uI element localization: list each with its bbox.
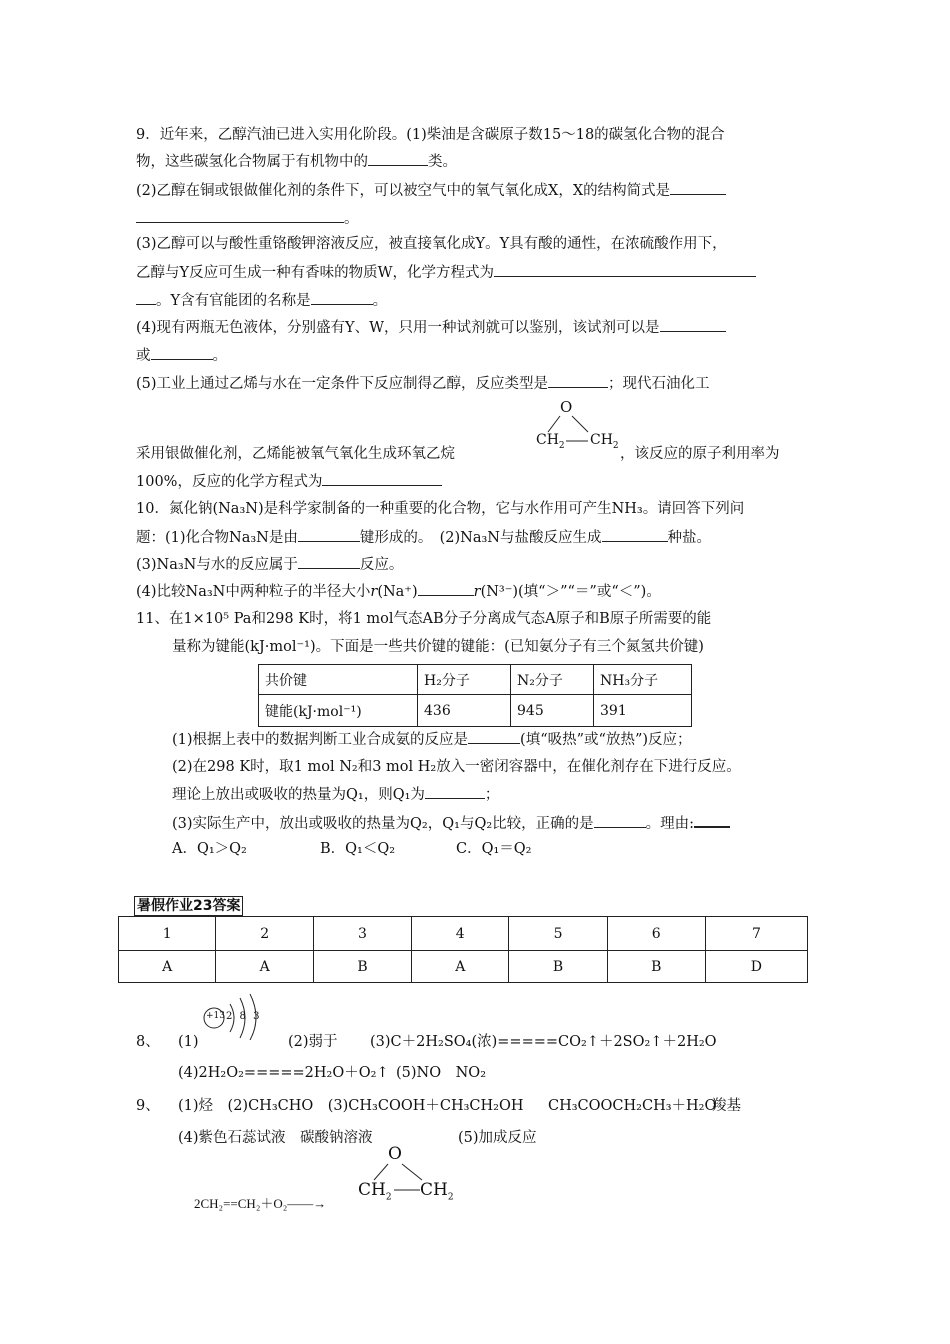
- q9-line6: 乙醇与Y反应可生成一种有香味的物质W，化学方程式为: [136, 262, 756, 283]
- q10-line1: 10．氮化钠(Na₃N)是科学家制备的一种重要的化合物，它与水作用可产生NH₃。请回答下列问: [136, 501, 745, 517]
- blank[interactable]: [602, 527, 668, 542]
- q9-line2: 物，这些碳氢化合物属于有机物中的 类。: [136, 151, 457, 172]
- blank[interactable]: [670, 180, 726, 195]
- answers-title: 暑假作业23答案: [134, 896, 243, 916]
- q9-line9: 或 。: [136, 345, 227, 366]
- answer-choice-cell: B: [509, 951, 607, 983]
- epoxide-structure-answer: O $CH_2$ $CH_2$: [358, 1144, 454, 1203]
- table-cell: N₂分子: [511, 665, 594, 695]
- q11-line1: 11、在1×10⁵ Pa和298 K时，将1 mol气态AB分子分离成气态A原子和B原子所需要的能: [136, 611, 712, 627]
- answers-table: [118, 916, 808, 983]
- aluminum-atom-diagram: +13 2 8 3: [202, 992, 272, 1040]
- blank[interactable]: [311, 290, 373, 305]
- blank[interactable]: [298, 554, 360, 569]
- answer-9-part5: (5)加成反应: [458, 1130, 537, 1146]
- blank[interactable]: [298, 527, 360, 542]
- q9-line1: 9．近年来，乙醇汽油已进入实用化阶段。(1)柴油是含碳原子数15～18的碳氢化合物的混合: [136, 127, 725, 143]
- blank[interactable]: [418, 581, 474, 596]
- answer-choice-cell: B: [313, 951, 411, 983]
- table-cell: H₂分子: [418, 665, 511, 695]
- q11-line2: 量称为键能(kJ·mol⁻¹)。下面是一些共价键的键能：(已知氨分子有三个氮氢共价键): [172, 639, 704, 655]
- answer-9-products: CH₃COOCH₂CH₃＋H₂O: [548, 1098, 717, 1114]
- table-cell: 945: [511, 695, 594, 727]
- answer-9-equation: 2CH₂==CH₂＋O₂——→: [194, 1196, 327, 1211]
- blank[interactable]: [594, 813, 646, 828]
- table-cell: 391: [594, 695, 692, 727]
- table-cell: 436: [418, 695, 511, 727]
- answer-number-cell: 6: [607, 917, 705, 951]
- answer-9-number: 9、: [136, 1098, 160, 1114]
- blank[interactable]: [468, 729, 520, 744]
- q9-line12: 100%，反应的化学方程式为: [136, 471, 442, 492]
- q9-line11b: ，该反应的原子利用率为: [620, 446, 780, 462]
- table-cell: 共价键: [259, 665, 418, 695]
- answer-number-cell: 7: [705, 917, 807, 951]
- q11-option-c: C．Q₁＝Q₂: [456, 841, 532, 857]
- blank[interactable]: [136, 208, 344, 223]
- q9-line4: 。: [136, 208, 359, 229]
- q9-line8: (4)现有两瓶无色液体，分别盛有Y、W，只用一种试剂就可以鉴别，该试剂可以是: [136, 317, 726, 338]
- bond-energy-table: [258, 664, 692, 727]
- q10-line4: (4)比较Na₃N中两种粒子的半径大小r(Na⁺) r(N³⁻)(填“＞”“＝”或“＜”)。: [136, 581, 661, 602]
- q10-line2: 题：(1)化合物Na₃N是由 键形成的。 (2)Na₃N与盐酸反应生成 种盐。: [136, 527, 711, 548]
- answer-8-part4: (4)2H₂O₂=====2H₂O＋O₂↑: [178, 1065, 389, 1081]
- q11-part3: 理论上放出或吸收的热量为Q₁，则Q₁为 ；: [172, 784, 499, 805]
- blank[interactable]: [368, 151, 428, 166]
- answer-number-cell: 2: [216, 917, 313, 951]
- answer-number-cell: 4: [412, 917, 509, 951]
- blank[interactable]: [322, 471, 442, 486]
- blank[interactable]: [151, 345, 213, 360]
- answer-8-part5: (5)NO NO₂: [396, 1065, 487, 1081]
- q9-line3: (2)乙醇在铜或银做催化剂的条件下，可以被空气中的氧气氧化成X，X的结构简式是: [136, 180, 726, 201]
- q9-line11a: 采用银做催化剂，乙烯能被氧气氧化生成环氧乙烷: [136, 446, 455, 462]
- answer-choice-cell: A: [412, 951, 509, 983]
- q11-part1: (1)根据上表中的数据判断工业合成氨的反应是 (填“吸热”或“放热”)反应；: [172, 729, 692, 750]
- answer-choice-cell: A: [119, 951, 216, 983]
- blank[interactable]: [136, 290, 156, 305]
- blank[interactable]: [548, 373, 608, 388]
- q9-line5: (3)乙醇可以与酸性重铬酸钾溶液反应，被直接氧化成Y。Y具有酸的通性，在浓硫酸作用下，: [136, 236, 727, 252]
- blank[interactable]: [425, 784, 485, 799]
- answer-8-part2: (2)弱于: [288, 1034, 338, 1050]
- q11-option-b: B．Q₁＜Q₂: [320, 841, 396, 857]
- blank[interactable]: [660, 317, 726, 332]
- answer-8-part1: (1): [178, 1034, 199, 1050]
- answer-9-part4: (4)紫色石蕊试液 碳酸钠溶液: [178, 1130, 373, 1146]
- q11-option-a: A．Q₁＞Q₂: [172, 841, 247, 857]
- answer-8-part3: (3)C＋2H₂SO₄(浓)=====CO₂↑＋2SO₂↑＋2H₂O: [370, 1034, 717, 1050]
- answer-9-group: 羧基: [712, 1098, 741, 1114]
- q9-line10: (5)工业上通过乙烯与水在一定条件下反应制得乙醇，反应类型是 ；现代石油化工: [136, 373, 710, 394]
- answer-choice-cell: A: [216, 951, 313, 983]
- answer-choice-cell: B: [607, 951, 705, 983]
- q11-part2: (2)在298 K时，取1 mol N₂和3 mol H₂放入一密闭容器中，在催化剂存在下进行反应。: [172, 759, 741, 775]
- q10-line3: (3)Na₃N与水的反应属于 反应。: [136, 554, 403, 575]
- q11-part4: (3)实际生产中，放出或吸收的热量为Q₂，Q₁与Q₂比较，正确的是 。理由:: [172, 812, 730, 834]
- table-cell: 键能(kJ·mol⁻¹): [259, 695, 418, 727]
- answer-8-number: 8、: [136, 1034, 160, 1050]
- answer-number-cell: 1: [119, 917, 216, 951]
- q9-line7: 。Y含有官能团的名称是 。: [136, 290, 387, 311]
- blank[interactable]: [694, 812, 730, 828]
- blank[interactable]: [494, 262, 756, 277]
- answer-number-cell: 5: [509, 917, 607, 951]
- epoxide-structure: O $CH_2$ $CH_2$: [536, 398, 619, 451]
- answer-9-parts: (1)烃 (2)CH₃CHO (3)CH₃COOH＋CH₃CH₂OH: [178, 1098, 524, 1114]
- answer-number-cell: 3: [313, 917, 411, 951]
- table-cell: NH₃分子: [594, 665, 692, 695]
- answer-choice-cell: D: [705, 951, 807, 983]
